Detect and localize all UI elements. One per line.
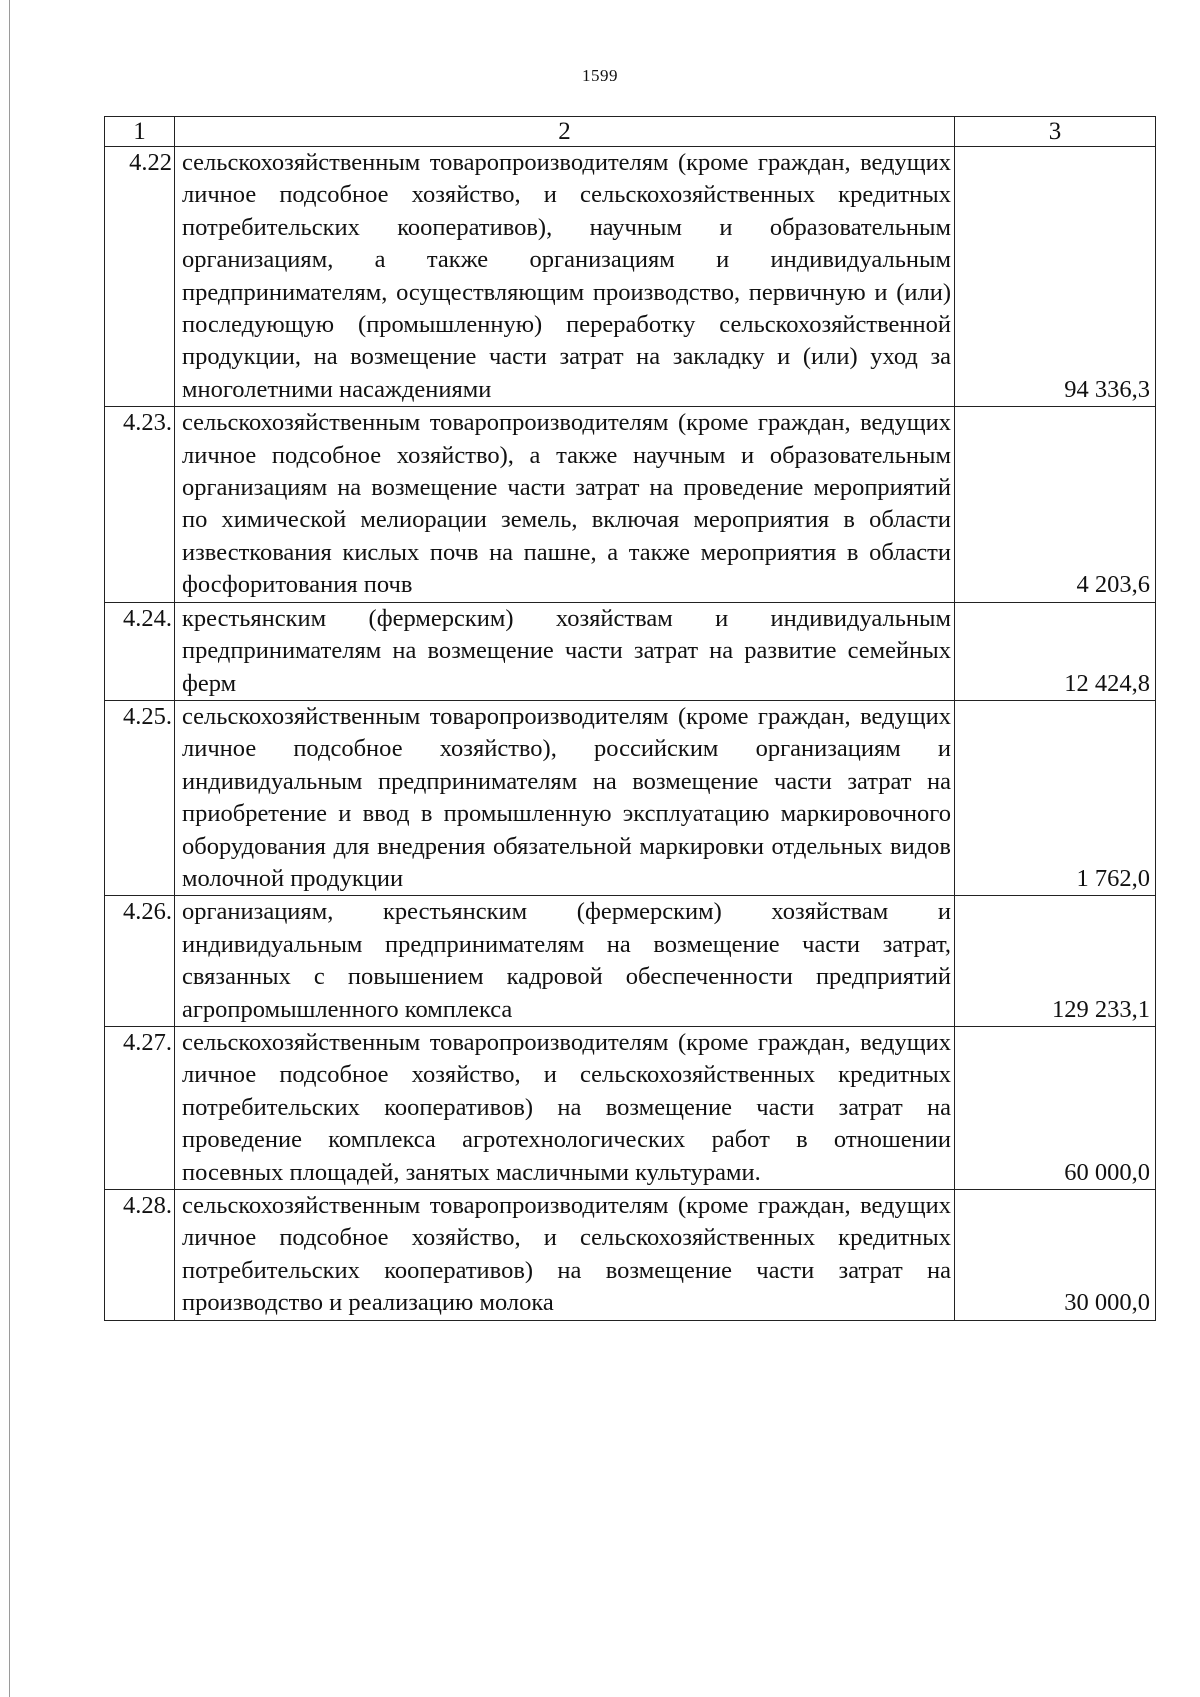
row-description: крестьянским (фермерским) хозяйствам и индивидуальным предпринимателям на возмещение части затрат на развитие семейных ферм [175,602,955,700]
page-number: 1599 [582,66,618,85]
row-description: организациям, крестьянским (фермерским) хозяйствам и индивидуальным предпринимателям на возмещение части затрат, связанных с повышением кадровой обеспеченности предприятий агропромышленного комплекса [175,896,955,1027]
row-number: 4.23. [105,407,175,602]
row-amount: 129 233,1 [955,896,1156,1027]
column-header-2: 2 [175,117,955,147]
row-description: сельскохозяйственным товаропроизводителям (кроме граждан, ведущих личное подсобное хозяйство, и сельскохозяйственных кредитных потребительских кооперативов) на возмещение части затрат на производство и реализацию молока [175,1190,955,1321]
row-amount: 94 336,3 [955,147,1156,407]
table-row [105,1026,1156,1189]
column-header-3: 3 [955,117,1156,147]
row-amount: 1 762,0 [955,700,1156,895]
row-amount: 30 000,0 [955,1190,1156,1321]
row-description: сельскохозяйственным товаропроизводителям (кроме граждан, ведущих личное подсобное хозяйство, и сельскохозяйственных кредитных потребительских кооперативов) на возмещение части затрат на проведение комплекса агротехнологических работ в отношении посевных площадей, занятых масличными культурами. [175,1026,955,1189]
row-description: сельскохозяйственным товаропроизводителям (кроме граждан, ведущих личное подсобное хозяйство, и сельскохозяйственных кредитных потребительских кооперативов), научным и образовательным организациям, а также организациям и индивидуальным предпринимателям, осуществляющим производство, первичную и (или) последующую (промышленную) переработку сельскохозяйственной продукции, на возмещение части затрат на закладку и (или) уход за многолетними насаждениями [175,147,955,407]
table-row [105,407,1156,602]
table-row [105,896,1156,1027]
row-number: 4.22 [105,147,175,407]
table-row [105,1190,1156,1321]
scan-edge-line [9,0,10,1697]
budget-table [104,116,1156,1321]
row-amount: 60 000,0 [955,1026,1156,1189]
row-description: сельскохозяйственным товаропроизводителям (кроме граждан, ведущих личное подсобное хозяйство), а также научным и образовательным организациям на возмещение части затрат на проведение мероприятий по химической мелиорации земель, включая мероприятия в области известкования кислых почв на пашне, а также мероприятия в области фосфоритования почв [175,407,955,602]
row-number: 4.26. [105,896,175,1027]
table-row [105,147,1156,407]
table-row [105,700,1156,895]
row-amount: 4 203,6 [955,407,1156,602]
row-number: 4.28. [105,1190,175,1321]
column-header-1: 1 [105,117,175,147]
row-number: 4.25. [105,700,175,895]
row-number: 4.27. [105,1026,175,1189]
table-header-row [105,117,1156,147]
row-number: 4.24. [105,602,175,700]
table-row [105,602,1156,700]
row-description: сельскохозяйственным товаропроизводителям (кроме граждан, ведущих личное подсобное хозяйство), российским организациям и индивидуальным предпринимателям на возмещение части затрат на приобретение и ввод в промышленную эксплуатацию маркировочного оборудования для внедрения обязательной маркировки отдельных видов молочной продукции [175,700,955,895]
row-amount: 12 424,8 [955,602,1156,700]
